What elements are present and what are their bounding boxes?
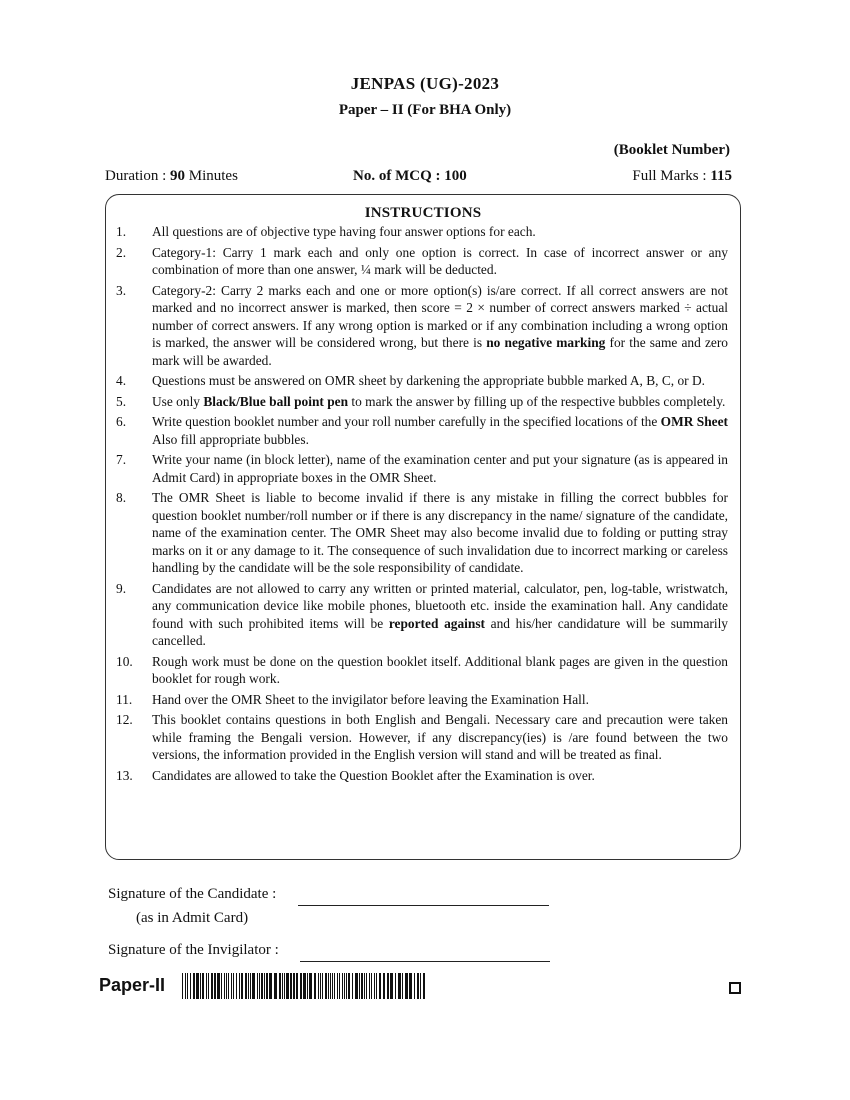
instruction-text: The OMR Sheet is liable to become invalid if there is any mistake in filling the correct bubbles for question booklet number/roll number or if there is any discrepancy in the name/ signature of the candidate, name of the examination center. The OMR Sheet may also become invalid due to folding or putting stray marks on it or any damage to it. The consequence of such invalidation due to incorrect marking or careless handling by the candidate will be the sole responsibility of candidate.	[152, 490, 728, 575]
instruction-text: Write your name (in block letter), name of the examination center and put your signature (as is appeared in Admit Card) in appropriate boxes in the OMR Sheet.	[152, 452, 728, 485]
instruction-item	[116, 451, 728, 486]
barcode-bar	[266, 973, 268, 999]
square-marker-icon	[729, 982, 741, 994]
instruction-number: 13.	[116, 767, 133, 783]
instruction-number: 11.	[116, 691, 133, 707]
instruction-number: 9.	[116, 580, 127, 596]
instruction-item	[116, 691, 728, 709]
barcode-bar	[193, 973, 195, 999]
barcode-bar	[257, 973, 258, 999]
barcode-bar	[221, 973, 222, 999]
barcode-bar	[187, 973, 188, 999]
barcode-bar	[269, 973, 272, 999]
barcode-bar	[248, 973, 249, 999]
barcode-bar	[376, 973, 377, 999]
instruction-item	[116, 393, 728, 411]
barcode-bar	[233, 973, 234, 999]
barcode-bar	[309, 973, 312, 999]
barcode-bar	[196, 973, 199, 999]
barcode-bar	[284, 973, 285, 999]
barcode-bar	[346, 973, 347, 999]
barcode-bar	[348, 973, 350, 999]
duration-value: 90	[170, 168, 185, 184]
duration	[105, 168, 238, 185]
instruction-item	[116, 767, 728, 785]
invigilator-signature-label: Signature of the Invigilator :	[108, 942, 279, 958]
barcode-bar	[226, 973, 227, 999]
full-marks	[632, 168, 732, 185]
instruction-text: Rough work must be done on the question booklet itself. Additional blank pages are given in the question booklet for rough work.	[152, 653, 728, 686]
instruction-number: 10.	[116, 653, 133, 669]
instruction-item	[116, 372, 728, 390]
barcode-bar	[224, 973, 225, 999]
booklet-number-label: (Booklet Number)	[613, 142, 730, 158]
barcode-bar	[379, 973, 381, 999]
instruction-text: All questions are of objective type having four answer options for each.	[152, 224, 536, 239]
exam-title: JENPAS (UG)-2023	[350, 74, 500, 93]
barcode-bar	[185, 973, 186, 999]
barcode-bar	[202, 973, 204, 999]
barcode-bar	[387, 973, 389, 999]
mcq-count: No. of MCQ : 100	[353, 168, 467, 184]
instruction-number: 1.	[116, 224, 127, 239]
instruction-text: Category-2: Carry 2 marks each and one or more option(s) is/are correct. If all correct answers are not marked and no incorrect answer is marked, then score = 2 × number of correct answers marked ÷ actual number of correct answers. If any wrong option is marked or if any combination including a wrong option is marked, the answer will be considered wrong, but there is no negative marking for the same and zero mark will be awarded.	[152, 282, 728, 368]
instructions-list	[116, 223, 728, 787]
barcode-bar	[286, 973, 289, 999]
invigilator-signature-line[interactable]	[300, 960, 550, 962]
instruction-item	[116, 282, 728, 370]
instruction-item	[116, 711, 728, 764]
barcode-bar	[274, 973, 277, 999]
barcode-bar	[337, 973, 338, 999]
barcode-bar	[303, 973, 306, 999]
barcode-bar	[405, 973, 408, 999]
barcode-bar	[208, 973, 209, 999]
instruction-item	[116, 489, 728, 577]
barcode-bar	[182, 973, 183, 999]
barcode-bar	[318, 973, 319, 999]
instruction-number: 7.	[116, 452, 127, 467]
barcode-bar	[241, 973, 243, 999]
barcode-bar	[330, 973, 331, 999]
instruction-number: 12.	[116, 712, 133, 727]
instruction-item	[116, 413, 728, 448]
instruction-number: 3.	[116, 282, 127, 298]
instruction-number: 6.	[116, 414, 127, 429]
barcode-bar	[228, 973, 229, 999]
barcode-bar	[290, 973, 292, 999]
barcode-bar	[328, 973, 329, 999]
instruction-number: 5.	[116, 393, 127, 409]
barcode-bar	[374, 973, 375, 999]
barcode-bar	[236, 973, 237, 999]
instruction-number: 4.	[116, 373, 127, 388]
barcode-icon	[182, 973, 426, 999]
barcode-bar	[320, 973, 321, 999]
barcode-bar	[206, 973, 207, 999]
instruction-text: Category-1: Carry 1 mark each and only one option is correct. In case of incorrect answer or any combination of more than one answer, ¼ mark will be deducted.	[152, 244, 728, 277]
instruction-text: Questions must be answered on OMR sheet by darkening the appropriate bubble marked A, B, C, or D.	[152, 373, 705, 388]
barcode-bar	[409, 973, 412, 999]
instruction-text: Candidates are not allowed to carry any written or printed material, calculator, pen, log-table, wristwatch, any communication device like mobile phones, bluetooth etc. inside the examination hall. Any candidate found with such prohibited items will be reported against and his/her candidature will be summarily cancelled.	[152, 580, 729, 648]
instruction-item	[116, 223, 728, 241]
barcode-bar	[217, 973, 220, 999]
exam-meta-row	[105, 168, 732, 188]
barcode-bar	[259, 973, 260, 999]
barcode-bar	[371, 973, 372, 999]
barcode-bar	[279, 973, 281, 999]
barcode-bar	[325, 973, 327, 999]
barcode-bar	[402, 973, 403, 999]
barcode-bar	[261, 973, 263, 999]
barcode-bar	[355, 973, 358, 999]
barcode-bar	[420, 973, 421, 999]
paper-subtitle: Paper – II (For BHA Only)	[338, 102, 512, 118]
barcode-bar	[300, 973, 302, 999]
instruction-item	[116, 653, 728, 688]
barcode-bar	[383, 973, 385, 999]
candidate-signature-label: Signature of the Candidate :	[108, 886, 277, 902]
barcode-bar	[390, 973, 393, 999]
barcode-bar	[332, 973, 333, 999]
barcode-bar	[231, 973, 232, 999]
barcode-bar	[245, 973, 247, 999]
barcode-bar	[414, 973, 415, 999]
barcode-bar	[250, 973, 251, 999]
barcode-bar	[369, 973, 370, 999]
barcode-bar	[211, 973, 213, 999]
barcode-bar	[190, 973, 191, 999]
barcode-bar	[395, 973, 396, 999]
barcode-bar	[239, 973, 240, 999]
barcode-bar	[366, 973, 367, 999]
instruction-number: 2.	[116, 244, 127, 260]
barcode-bar	[314, 973, 316, 999]
barcode-bar	[293, 973, 295, 999]
instruction-item	[116, 244, 728, 279]
barcode-bar	[282, 973, 283, 999]
barcode-bar	[200, 973, 201, 999]
barcode-bar	[359, 973, 360, 999]
marks-label: Full Marks :	[632, 168, 711, 184]
paper-label: Paper-II	[99, 975, 166, 995]
candidate-signature-note: (as in Admit Card)	[136, 910, 249, 926]
barcode-bar	[417, 973, 419, 999]
barcode-bar	[264, 973, 265, 999]
marks-value: 115	[710, 168, 732, 184]
barcode-bar	[361, 973, 363, 999]
instruction-text: This booklet contains questions in both English and Bengali. Necessary care and precaution were taken while framing the Bengali version. However, if any discrepancy(ies) is /are found between the two versions, the information provided in the English version will stand and will be treated as final.	[152, 712, 728, 762]
instruction-number: 8.	[116, 490, 127, 505]
barcode-bar	[344, 973, 345, 999]
barcode-bar	[423, 973, 425, 999]
barcode-bar	[364, 973, 365, 999]
duration-label: Duration :	[105, 168, 170, 184]
barcode-bar	[214, 973, 216, 999]
instructions-heading: INSTRUCTIONS	[364, 205, 482, 221]
barcode-bar	[307, 973, 308, 999]
instructions-box	[105, 194, 741, 860]
instruction-text: Write question booklet number and your roll number carefully in the specified locations of the OMR Sheet Also fill appropriate bubbles.	[152, 414, 728, 447]
instruction-text: Candidates are allowed to take the Question Booklet after the Examination is over.	[152, 767, 595, 783]
barcode-bar	[334, 973, 335, 999]
duration-unit: Minutes	[185, 168, 238, 184]
instruction-text: Use only Black/Blue ball point pen to mark the answer by filling up of the respective bubbles completely.	[152, 393, 726, 409]
barcode-bar	[322, 973, 323, 999]
instruction-text: Hand over the OMR Sheet to the invigilator before leaving the Examination Hall.	[152, 691, 589, 707]
instruction-item	[116, 580, 728, 650]
barcode-bar	[342, 973, 343, 999]
candidate-signature-line[interactable]	[298, 904, 549, 906]
barcode-bar	[252, 973, 255, 999]
barcode-bar	[296, 973, 298, 999]
barcode-bar	[398, 973, 401, 999]
barcode-bar	[352, 973, 353, 999]
barcode-bar	[339, 973, 340, 999]
